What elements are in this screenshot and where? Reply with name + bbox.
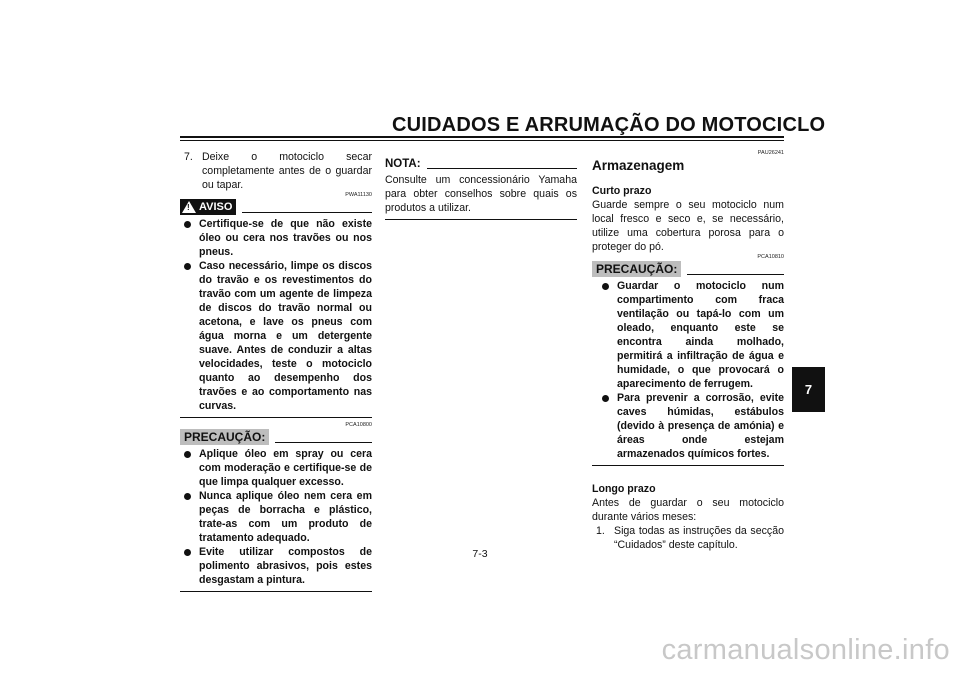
nota-header-rule: [427, 168, 577, 169]
aviso-label: AVISO: [199, 201, 233, 213]
precaucao-code: PCA10810: [757, 254, 784, 260]
page-number: 7-3: [472, 548, 488, 560]
step-7: [180, 150, 372, 192]
precaucao-header: [180, 429, 372, 445]
precaucao-end-rule: [592, 465, 784, 466]
aviso-badge: [180, 199, 236, 215]
warning-icon: !: [182, 201, 196, 213]
aviso-header-rule: [242, 212, 372, 213]
section-title: Armazenagem: [592, 158, 685, 173]
section-code: PAU26241: [757, 150, 784, 156]
step-text: Deixe o motociclo secar completamente antes de o guardar ou tapar.: [202, 151, 372, 191]
long-term-text: Antes de guardar o seu motociclo durante vários meses:: [592, 497, 784, 523]
aviso-list: [180, 217, 372, 413]
nota-label: NOTA:: [385, 158, 421, 170]
precaucao-end-rule: [180, 591, 372, 592]
list-item: Aplique óleo em spray ou cera com moderação e certifique-se de que limpa qualquer excesso.: [180, 447, 372, 489]
header-rule-thin: [180, 140, 784, 141]
precaucao-badge: PRECAUÇÃO:: [180, 429, 269, 445]
list-item: Guardar o motociclo num compartimento com fraca ventilação ou tapá-lo com um oleado, enquanto este se encontra ainda molhado, permitirá a infiltração de água e humidade, o que provocará o aparecimento de ferrugem.: [598, 279, 784, 391]
list-item: Certifique-se de que não existe óleo ou cera nos travões ou nos pneus.: [180, 217, 372, 259]
step-number: 1.: [596, 525, 605, 537]
step-1: [592, 524, 784, 552]
aviso-end-rule: [180, 417, 372, 418]
column-middle: [385, 157, 577, 220]
step-number: 7.: [184, 151, 193, 163]
list-item: Caso necessário, limpe os discos do travão e os revestimentos do travão com um agente de limpeza de discos do travão normal ou acetona, e lave os pneus com água morna e um detergente suave. Antes de conduzir a altas velocidades, teste o motociclo quanto ao desempenho dos travões e ao comportamento nas curvas.: [180, 259, 372, 413]
step-text: Siga todas as instruções da secção “Cuidados” deste capítulo.: [614, 525, 784, 551]
precaucao-header-rule: [687, 274, 784, 275]
precaucao-list: [180, 447, 372, 587]
precaucao-list: [592, 279, 784, 461]
column-right: [592, 150, 784, 552]
aviso-header: [180, 199, 372, 215]
nota-header: [385, 157, 577, 171]
list-item: Evite utilizar compostos de polimento abrasivos, pois estes desgastam a pintura.: [180, 545, 372, 587]
long-term-title: Longo prazo: [592, 483, 656, 495]
precaucao-header: [592, 261, 784, 277]
column-left: [180, 150, 372, 592]
short-term-text: Guarde sempre o seu motociclo num local fresco e seco e, se necessário, utilize uma cobertura porosa para o proteger do pó.: [592, 199, 784, 253]
page-header-title: CUIDADOS E ARRUMAÇÃO DO MOTOCICLO: [392, 114, 826, 136]
header-rule-thick: [180, 136, 784, 138]
nota-text: Consulte um concessionário Yamaha para obter conselhos sobre quais os produtos a utilizar.: [385, 174, 577, 214]
short-term-title: Curto prazo: [592, 185, 652, 197]
nota-end-rule: [385, 219, 577, 220]
watermark: carmanualsonline.info: [661, 634, 950, 666]
chapter-tab: 7: [792, 367, 825, 412]
precaucao-badge: PRECAUÇÃO:: [592, 261, 681, 277]
list-item: Para prevenir a corrosão, evite caves húmidas, estábulos (devido à presença de amónia) e áreas onde estejam armazenados químicos fortes.: [598, 391, 784, 461]
aviso-code: PWA11130: [345, 192, 372, 198]
list-item: Nunca aplique óleo nem cera em peças de borracha e plástico, trate-as com um produto de tratamento adequado.: [180, 489, 372, 545]
precaucao-header-rule: [275, 442, 372, 443]
precaucao-code: PCA10800: [345, 422, 372, 428]
